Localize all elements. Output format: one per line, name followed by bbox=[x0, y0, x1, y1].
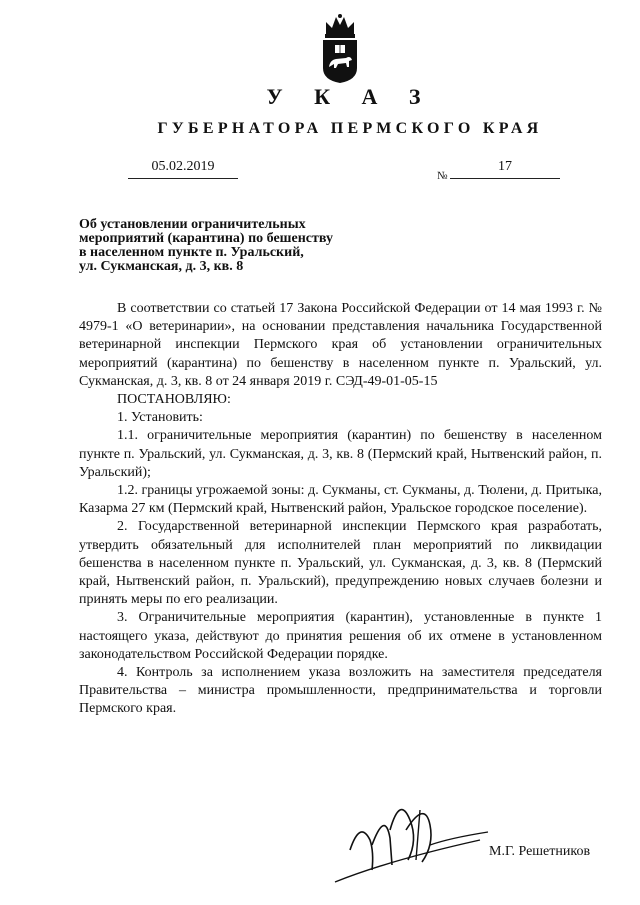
decree-word: ПОСТАНОВЛЯЮ: bbox=[117, 392, 231, 408]
signer-name: М.Г. Решетников bbox=[489, 844, 591, 859]
intro-paragraph: В соответствии со статьей 17 Закона Российской Федерации от 14 мая 1993 г. № 4979-1 «О ветеринарии», на основании представления начальника Государственной ветеринарной инспекции Пермского края об установлении ограничительных мероприятий (карантина) по бешенству в населенном пункте п. Уральский, ул. Сукманская, д. 3, кв. 8 от 24 января 2019 г. СЭД-49-01-05-15 bbox=[79, 301, 602, 389]
item-paragraph: 4. Контроль за исполнением указа возложить на заместителя председателя Правительства – министра промышленности, предпринимательства и торговли Пермского края. bbox=[79, 665, 602, 717]
subject-line: ул. Сукманская, д. 3, кв. 8 bbox=[79, 259, 244, 274]
date-field bbox=[128, 158, 238, 179]
document-date: 05.02.2019 bbox=[151, 159, 215, 174]
subject-line: Об установлении ограничительных bbox=[79, 217, 306, 232]
item-paragraph: 1.2. границы угрожаемой зоны: д. Сукманы, ст. Сукманы, д. Тюлени, д. Притыка, Казарма 27 км (Пермский край, Нытвенский район, Уральское городское поселение). bbox=[79, 483, 602, 517]
item-paragraph: 1. Установить: bbox=[117, 410, 203, 426]
number-field bbox=[450, 158, 560, 179]
document-title: У К А З bbox=[266, 84, 434, 109]
subject-line: в населенном пункте п. Уральский, bbox=[79, 245, 304, 260]
handwritten-signature-icon bbox=[330, 790, 490, 900]
decree-subject bbox=[79, 218, 379, 274]
item-paragraph: 1.1. ограничительные мероприятия (карантин) по бешенству в населенном пункте п. Уральский, ул. Сукманская, д. 3, кв. 8 (Пермский край, Нытвенский район, п. Уральский); bbox=[79, 428, 602, 480]
date-underline bbox=[128, 176, 238, 179]
subject-line: мероприятий (карантина) по бешенству bbox=[79, 231, 333, 246]
document-number: 17 bbox=[498, 159, 512, 174]
item-paragraph: 3. Ограничительные мероприятия (карантин), установленные в пункте 1 настоящего указа, действуют до принятия решения об их отмене в установленном законодательством Российской Федерации порядке. bbox=[79, 610, 602, 662]
item-paragraph: 2. Государственной ветеринарной инспекции Пермского края разработать, утвердить обязательный для исполнителей план мероприятий по ликвидации бешенства в населенном пункте п. Уральский, ул. Сукманская, д. 3, кв. 8 (Пермский край, Нытвенский район, п. Уральский), предупреждению новых случаев болезни и принять меры по его реализации. bbox=[79, 519, 602, 608]
document-subtitle: ГУБЕРНАТОРА ПЕРМСКОГО КРАЯ bbox=[157, 120, 543, 137]
number-underline bbox=[450, 176, 560, 179]
perm-krai-coat-of-arms-icon bbox=[318, 12, 362, 84]
decree-body bbox=[79, 300, 602, 719]
number-label: № bbox=[437, 170, 448, 182]
